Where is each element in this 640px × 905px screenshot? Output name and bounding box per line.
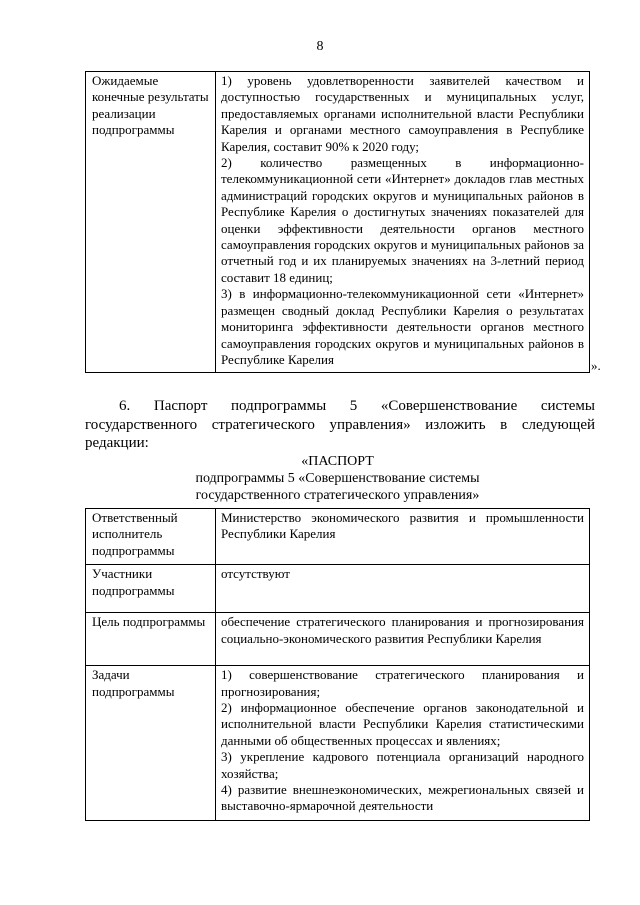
table-row (86, 509, 590, 565)
expected-result-item: 2) количество размещенных в информационно-телекоммуникационной сети «Интернет» докладов глав местных администраций городских округов и муниципальных районов в Республике Карелия о достигнутых значениях показателей для оценки эффективности деятельности органов местного самоуправления городских округов и муниципальных районов за отчетный год и их планируемых значениях на 3-летний период составит 18 единиц; (221, 155, 584, 285)
task-item: 3) укрепление кадрового потенциала организаций народного хозяйства; (221, 749, 584, 781)
expected-results-label: Ожидаемые конечные результаты реализации подпрограммы (86, 72, 216, 373)
closing-quote: ». (591, 358, 601, 373)
tasks-label: Задачи подпрограммы (86, 666, 216, 821)
expected-result-item: 3) в информационно-телекоммуникационной сети «Интернет» размещен сводный доклад Республики Карелия о результатах мониторинга эффективности деятельности органов местного самоуправления городских округов и муниципальных районов в Республике Карелия (221, 286, 584, 367)
table-row (86, 565, 590, 613)
expected-result-item: 1) уровень удовлетворенности заявителей качеством и доступностью государственных и муниципальных услуг, предоставляемых органами исполнительной власти Республики Карелия и органами местного самоуправления в Республике Карелия, составит 90% к 2020 году; (221, 73, 584, 154)
passport-title: «ПАСПОРТ (301, 454, 374, 469)
expected-results-list (216, 72, 590, 373)
passport-subtitle-2: государственного стратегического управления» (195, 488, 480, 503)
tasks-list (216, 666, 590, 821)
row-label: Участники подпрограммы (86, 565, 216, 613)
task-item: 1) совершенствование стратегического планирования и прогнозирования; (221, 667, 584, 699)
task-item: 4) развитие внешнеэкономических, межрегиональных связей и выставочно-ярмарочной деятельности (221, 782, 584, 814)
table-row (86, 613, 590, 666)
row-label: Цель подпрограммы (86, 613, 216, 666)
task-item: 2) информационное обеспечение органов законодательной и исполнительной власти Республики Карелия статистическими данными об общественных процессах и явлениях; (221, 700, 584, 748)
page-number: 8 (316, 39, 324, 54)
amendment-paragraph: 6. Паспорт подпрограммы 5 «Совершенствование системы государственного стратегического управления» изложить в следующей редакции: (85, 398, 595, 451)
passport-table (85, 508, 590, 821)
row-label: Ответственный исполнитель подпрограммы (86, 509, 216, 565)
row-value: отсутствуют (216, 565, 590, 613)
row-value: обеспечение стратегического планирования и прогнозирования социально-экономического развития Республики Карелия (216, 613, 590, 666)
expected-results-table (85, 71, 590, 373)
table-row (86, 666, 590, 821)
passport-subtitle: подпрограммы 5 «Совершенствование системы (195, 471, 480, 486)
row-value: Министерство экономического развития и промышленности Республики Карелия (216, 509, 590, 565)
